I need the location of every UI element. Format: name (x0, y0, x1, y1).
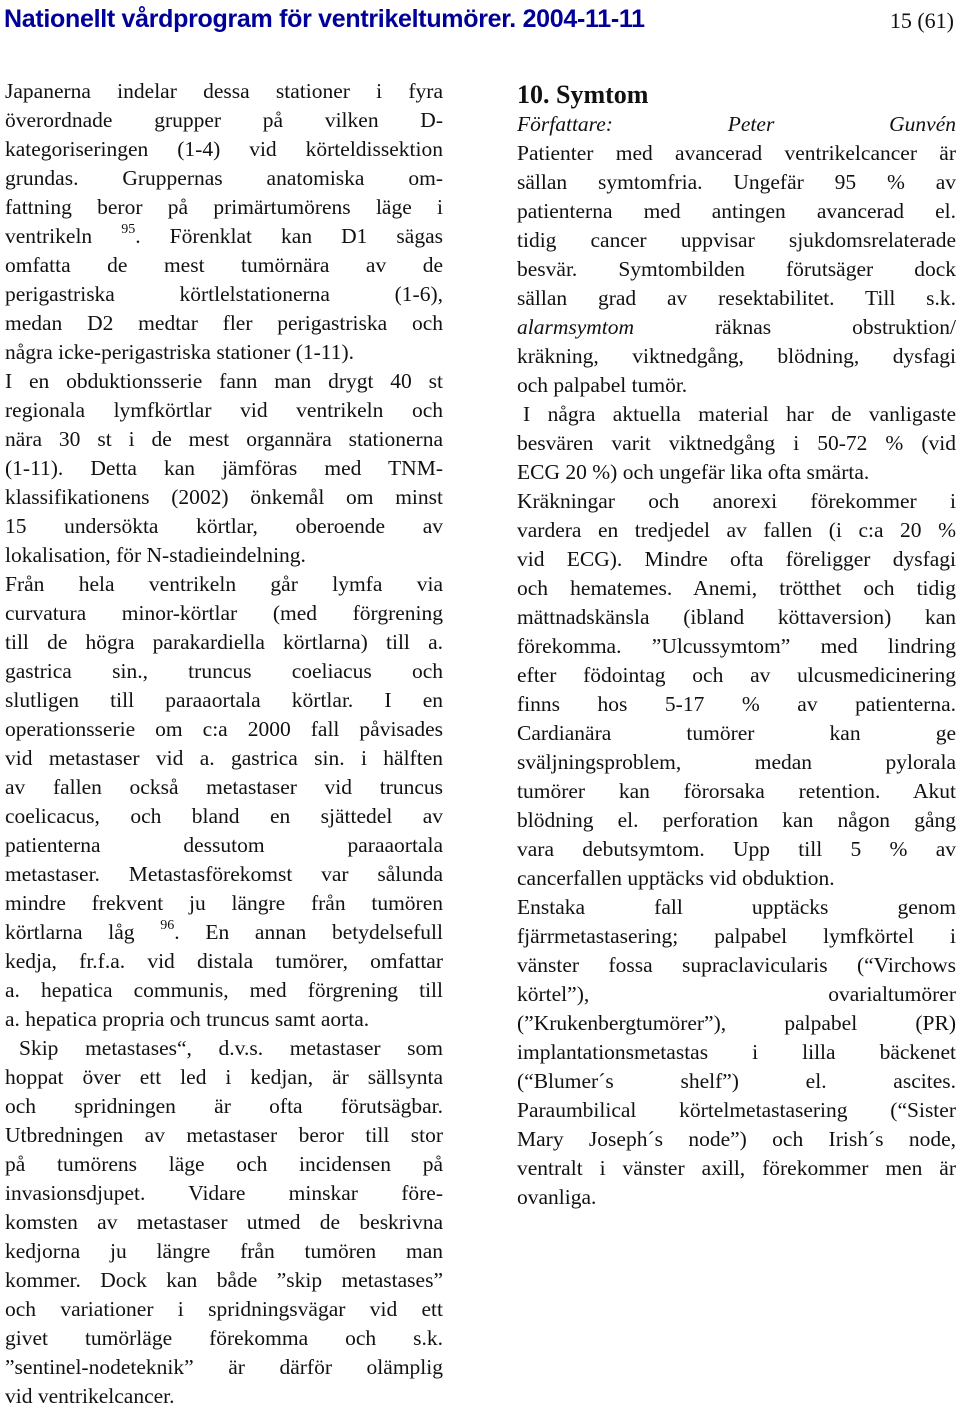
text-line: patienterna med antingen avancerad el. (517, 199, 956, 223)
text-line: (“Blumer´s shelf”) el. ascites. (517, 1069, 956, 1093)
text-line: och spridningen är ofta förutsägbar. (5, 1094, 443, 1118)
text-line: I en obduktionsserie fann man drygt 40 st (5, 369, 443, 393)
text-line: Utbredningen av metastaser beror till stor (5, 1123, 443, 1147)
text-line: ECG 20 %) och ungefär lika ofta smärta. (517, 460, 870, 484)
section-author: Författare: Peter Gunvén (517, 112, 956, 136)
text-line: I några aktuella material har de vanligaste (523, 402, 956, 426)
text-line: lokalisation, för N-stadieindelning. (5, 543, 306, 567)
text-segment: ventrikeln (5, 224, 93, 248)
text-line: och variationer i spridningsvägar vid ett (5, 1297, 443, 1321)
text-line: sväljningsproblem, medan pylorala (517, 750, 956, 774)
text-line: kategoriseringen (1-4) vid körteldissektion (5, 137, 443, 161)
text-segment: körtlarna låg (5, 920, 135, 944)
text-line: klassifikationens (2002) önkemål om minst (5, 485, 443, 509)
text-line: cancerfallen upptäcks vid obduktion. (517, 866, 835, 890)
reference-number: 95 (121, 222, 136, 237)
text-line: Paraumbilical körtelmetastasering (“Sister (517, 1098, 956, 1122)
text-line: kommer. Dock kan både ”skip metastases” (5, 1268, 443, 1292)
text-line: och palpabel tumör. (517, 373, 688, 397)
text-line: sällan grad av resektabilitet. Till s.k. (517, 286, 956, 310)
text-line: (”Krukenbergtumörer”), palpabel (PR) (517, 1011, 956, 1035)
page-number: 15 (61) (889, 8, 954, 33)
text-line: besvär. Symtombilden förutsäger dock (517, 257, 956, 281)
text-line: på tumörens läge och incidensen på (5, 1152, 443, 1176)
text-line: perigastriska körtlelstationerna (1-6), (5, 282, 443, 306)
text-line: 15 undersökta körtlar, oberoende av (5, 514, 443, 538)
text-segment: . En annan betydelsefull (174, 920, 443, 944)
text-line: a. hepatica communis, med förgrening till (5, 978, 443, 1002)
text-line: efter födointag och av ulcusmedicinering (517, 663, 956, 687)
text-line: fattning beror på primärtumörens läge i (5, 195, 443, 219)
text-line: och hematemes. Anemi, trötthet och tidig (517, 576, 956, 600)
text-line: metastaser. Metastasförekomst var sålunda (5, 862, 443, 886)
left-column (5, 77, 443, 1411)
text-line: givet tumörläge förekomma och s.k. (5, 1326, 443, 1350)
text-line: ovanliga. (517, 1185, 597, 1209)
text-line: regionala lymfkörtlar vid ventrikeln och (5, 398, 443, 422)
text-line (5, 918, 443, 947)
text-line: medan D2 medtar fler perigastriska och (5, 311, 443, 335)
text-line: mindre frekvent ju längre från tumören (5, 891, 443, 915)
text-line: sällan symtomfria. Ungefär 95 % av (517, 170, 956, 194)
text-line: a. hepatica propria och truncus samt aorta. (5, 1007, 370, 1031)
text-line: nära 30 st i de mest organnära stationerna (5, 427, 443, 451)
text-line: överordnade grupper på vilken D- (5, 108, 443, 132)
text-line: förekomma. ”Ulcussymtom” med lindring (517, 634, 956, 658)
text-line: implantationsmetastas i lilla bäckenet (517, 1040, 956, 1064)
text-line: slutligen till paraaortala körtlar. I en (5, 688, 443, 712)
text-line: curvatura minor-körtlar (med förgrening (5, 601, 443, 625)
text-line: vid metastaser vid a. gastrica sin. i hälften (5, 746, 443, 770)
text-line: ventralt i vänster axill, förekommer men är (517, 1156, 956, 1180)
text-segment-italic: alarmsymtom (517, 315, 635, 339)
right-column (517, 80, 956, 1212)
text-line: Japanerna indelar dessa stationer i fyra (5, 79, 443, 103)
text-line: kräkning, viktnedgång, blödning, dysfagi (517, 344, 956, 368)
text-line: till de högra parakardiella körtlarna) till a. (5, 630, 443, 654)
text-line: komsten av metastaser utmed de beskrivna (5, 1210, 443, 1234)
text-line: (1-11). Detta kan jämföras med TNM- (5, 456, 443, 480)
text-line: Mary Joseph´s node”) och Irish´s node, (517, 1127, 956, 1151)
text-line: Enstaka fall upptäcks genom (517, 895, 956, 919)
text-line: mättnadskänsla (ibland köttaversion) kan (517, 605, 956, 629)
text-line: hoppat över ett led i kedjan, är sällsynta (5, 1065, 443, 1089)
text-line: vara debutsymtom. Upp till 5 % av (517, 837, 956, 861)
text-line: kedja, fr.f.a. vid distala tumörer, omfattar (5, 949, 443, 973)
text-line: vänster fossa supraclavicularis (“Virchows (517, 953, 956, 977)
document-title: Nationellt vårdprogram för ventrikeltumörer. 2004-11-11 (4, 5, 645, 33)
text-line: besvären varit viktnedgång i 50-72 % (vid (517, 431, 956, 455)
text-line: Cardianära tumörer kan ge (517, 721, 956, 745)
text-line: invasionsdjupet. Vidare minskar före- (5, 1181, 443, 1205)
text-line: coelicacus, och bland en sjättedel av (5, 804, 443, 828)
text-line: fjärrmetastasering; palpabel lymfkörtel i (517, 924, 956, 948)
text-line: vid ventrikelcancer. (5, 1384, 175, 1408)
text-line: ”sentinel-nodeteknik” är därför olämplig (5, 1355, 443, 1379)
text-line: tumörer kan förorsaka retention. Akut (517, 779, 956, 803)
text-line: blödning el. perforation kan någon gång (517, 808, 956, 832)
text-segment: räknas obstruktion/ (715, 315, 956, 339)
text-line: Patienter med avancerad ventrikelcancer är (517, 141, 956, 165)
text-line: några icke-perigastriska stationer (1-11). (5, 340, 355, 364)
text-line (517, 313, 956, 342)
text-line: Kräkningar och anorexi förekommer i (517, 489, 956, 513)
reference-number: 96 (160, 918, 175, 933)
text-line: operationsserie om c:a 2000 fall påvisades (5, 717, 443, 741)
text-line: tidig cancer uppvisar sjukdomsrelaterade (517, 228, 956, 252)
text-line: Från hela ventrikeln går lymfa via (5, 572, 443, 596)
text-line: vardera en tredjedel av fallen (i c:a 20 % (517, 518, 956, 542)
text-line: av fallen också metastaser vid truncus (5, 775, 443, 799)
text-line: vid ECG). Mindre ofta föreligger dysfagi (517, 547, 956, 571)
text-line: Skip metastases“, d.v.s. metastaser som (19, 1036, 443, 1060)
section-heading: 10. Symtom (517, 80, 649, 109)
text-line: finns hos 5-17 % av patienterna. (517, 692, 956, 716)
text-segment: . Förenklat kan D1 sägas (135, 224, 443, 248)
text-line: grundas. Gruppernas anatomiska om- (5, 166, 443, 190)
text-line: körtel”), ovarialtumörer (517, 982, 956, 1006)
text-line: kedjorna ju längre från tumören man (5, 1239, 443, 1263)
text-line: gastrica sin., truncus coeliacus och (5, 659, 443, 683)
page-header (4, 4, 954, 40)
text-line (5, 222, 443, 251)
text-line: omfatta de mest tumörnära av de (5, 253, 443, 277)
text-line: patienterna dessutom paraaortala (5, 833, 443, 857)
